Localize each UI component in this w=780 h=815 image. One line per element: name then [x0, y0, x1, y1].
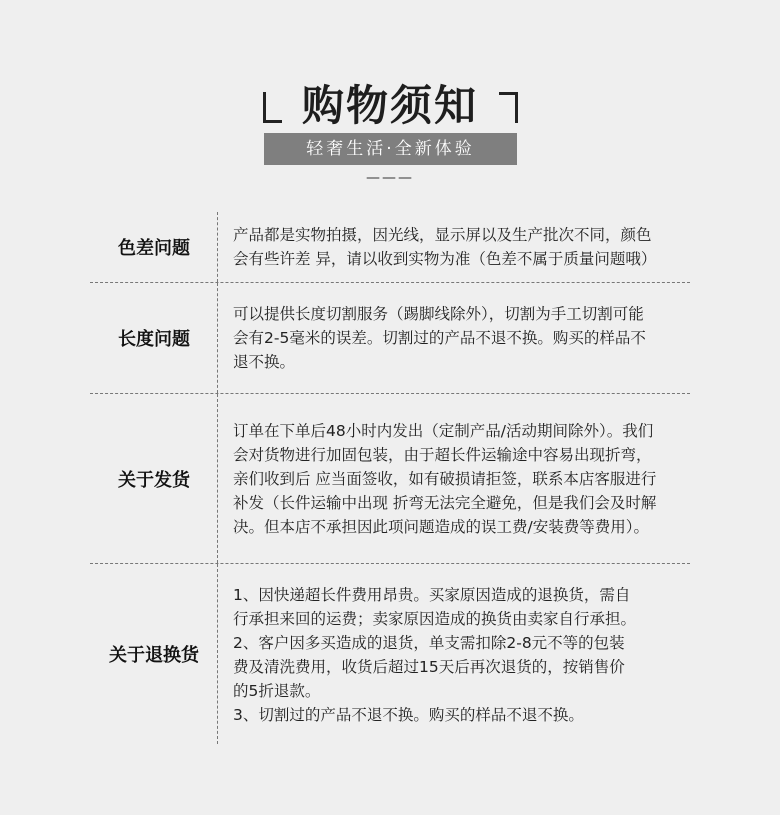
column-divider [217, 283, 218, 393]
page-title: 购物须知 [301, 81, 478, 130]
section-label: 关于发货 [118, 469, 190, 491]
divider-dashes: ——— [366, 170, 414, 186]
column-divider [217, 394, 218, 563]
subtitle-banner: 轻奢生活·全新体验 [264, 133, 517, 165]
section-text: 1、因快递超长件费用昂贵。买家原因造成的退换货，需自 行承担来回的运费；卖家原因造成的换货由卖家自行承担。 2、客户因多买造成的退货，单支需扣除2-8元不等的包装 费及清洗费用，收货后超过15天后再次退货的，按销售价 的5折退款。 3、切割过的产品不退不换。购买的样品不退不换。 [233, 586, 637, 724]
section-label: 色差问题 [118, 238, 190, 259]
section-text: 订单在下单后48小时内发出（定制产品/活动期间除外）。我们 会对货物进行加固包装，由于超长件运输途中容易出现折弯， 亲们收到后 应当面签收，如有破损请拒签，联系本店客服进行 补发（长件运输中出现 折弯无法完全避免，但是我们会及时解 决。但本店不承担因此项问题造成的误工费/安装费等费用）。 [233, 421, 657, 536]
section-length [90, 283, 690, 394]
section-text: 可以提供长度切割服务（踢脚线除外），切割为手工切割可能 会有2-5毫米的误差。切割过的产品不退不换。购买的样品不 退不换。 [233, 305, 646, 371]
section-returns [90, 564, 690, 744]
right-corner-bracket [499, 92, 518, 123]
column-divider [217, 212, 218, 282]
section-label: 关于退换货 [109, 645, 199, 666]
section-shipping [90, 394, 690, 564]
section-color-difference [90, 212, 690, 283]
section-text: 产品都是实物拍摄，因光线，显示屏以及生产批次不同，颜色 会有些许差 异，请以收到实物为准（色差不属于质量问题哦） [233, 226, 657, 268]
notice-table [90, 212, 690, 744]
left-corner-bracket [263, 92, 282, 123]
column-divider [217, 564, 218, 744]
section-label: 长度问题 [118, 329, 190, 350]
